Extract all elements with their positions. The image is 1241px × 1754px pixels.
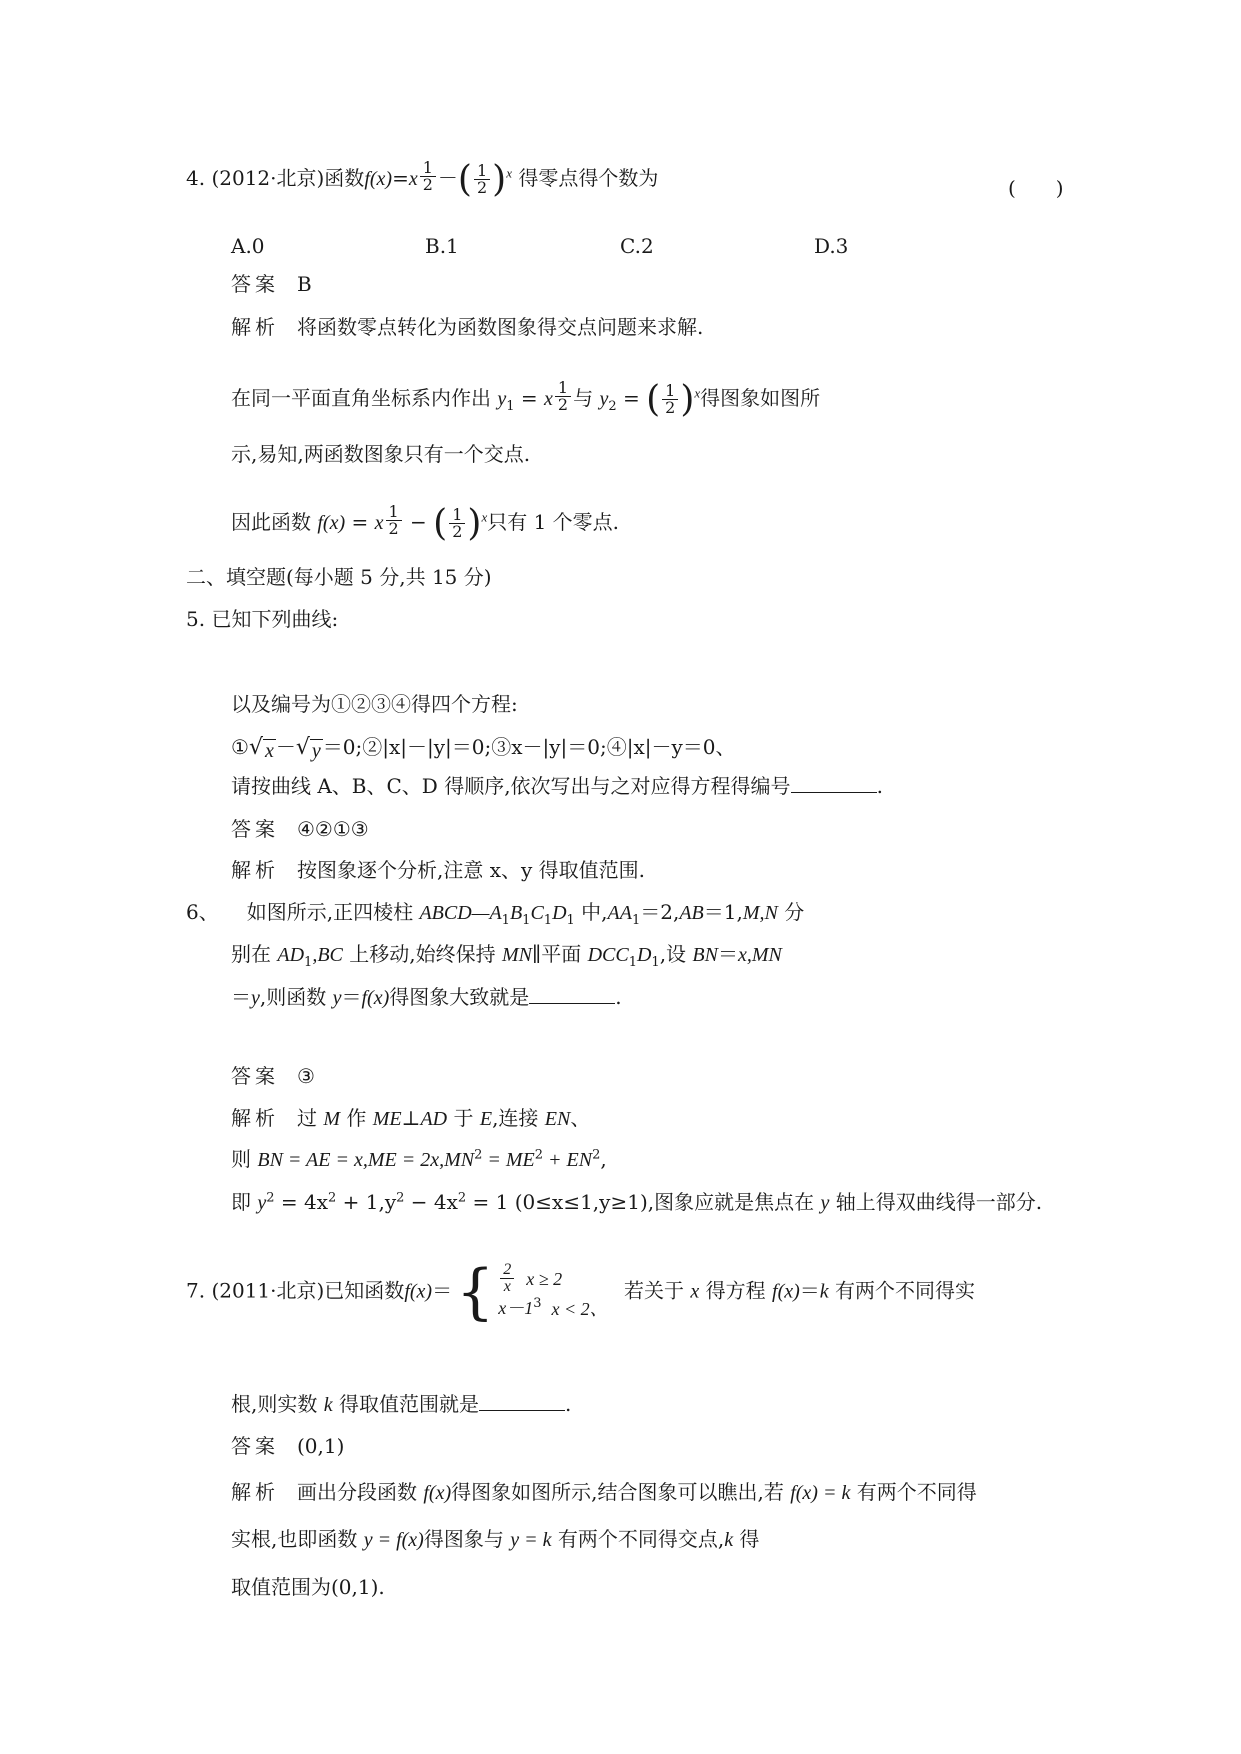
q4-analysis-4: 因此函数 f(x) = x $\frac{1}{2}$ − ( $\frac{1}{2}$ ) $^x$只有 1 个零点. <box>231 502 620 544</box>
q7-l1-b: 得方程 <box>699 1278 773 1303</box>
q7-l1-d: 有两个不同得实 <box>828 1278 976 1303</box>
q6-l1-s2: 1 <box>522 913 531 928</box>
q7-period: . <box>564 1392 572 1416</box>
q4-analysis-3: 示,易知,两函数图象只有一个交点. <box>231 442 531 466</box>
q6-an3-b: y <box>257 1192 267 1214</box>
q7-fx: f(x) <box>404 1280 433 1303</box>
analysis-label: 解析 <box>231 315 279 339</box>
q7-eq: ＝ <box>432 1278 453 1303</box>
q6-an2-d: + EN <box>543 1149 593 1171</box>
answer-label: 答案 <box>231 817 279 841</box>
q7-l2-a: 根,则实数 <box>231 1392 324 1416</box>
q4-y2: y <box>599 388 609 410</box>
answer-label: 答案 <box>231 1064 279 1088</box>
q4-answer <box>231 270 312 298</box>
q6-l1-i: AB <box>679 902 704 924</box>
q6-an3-sq1: 2 <box>266 1190 275 1206</box>
q4-x: x <box>408 168 418 190</box>
q6-an2-e: , <box>600 1147 607 1171</box>
q4-y1: y <box>497 388 507 410</box>
q4-stem <box>186 160 658 198</box>
q6-an3-sq4: 2 <box>457 1190 467 1206</box>
q7-line2 <box>231 1390 571 1419</box>
q7-l2-b: 得取值范围就是 <box>332 1392 479 1416</box>
q6-l2-f: ∥平面 <box>531 942 588 966</box>
q6-l1-e: D <box>552 902 567 924</box>
q6-analysis-2 <box>231 1145 607 1174</box>
q4-analysis-4-x: x <box>374 512 384 534</box>
q5-line2: 以及编号为①②③④得四个方程: <box>231 692 518 716</box>
q5-sqrt-y-val: y <box>311 740 321 762</box>
q4-half-num: 1 <box>474 163 490 180</box>
q6-analysis-3 <box>231 1188 1042 1217</box>
q5-circled-1: ① <box>231 735 249 759</box>
q6-l1-g: AA <box>607 902 632 924</box>
q6-l2-j: BN <box>692 944 718 966</box>
q4-analysis-4-exp <box>386 504 402 537</box>
q4-analysis-4-fx: f(x) <box>317 512 346 534</box>
q6-l1-f: 中, <box>574 900 608 924</box>
q5-line4-text: 请按曲线 A、B、C、D 得顺序,依次写出与之对应得方程得编号 <box>231 774 791 798</box>
q6-an1-f: AD <box>420 1108 448 1130</box>
q6-an2-sq2: 2 <box>534 1147 544 1163</box>
q7-answer-value: (0,1) <box>297 1434 345 1458</box>
q7-analysis-1 <box>231 1478 977 1507</box>
q4-y2-paren: ( $\frac{1}{2}$ ) <box>646 378 695 420</box>
q7-l1-x: x <box>690 1280 700 1303</box>
q4-y1-exp-den: 2 <box>557 395 569 414</box>
q5-answer-value: ④②①③ <box>297 817 369 841</box>
q4-y2-sup: x <box>694 385 701 401</box>
q6-l1-b: ABCD—A <box>419 902 502 924</box>
q4-analysis-4-exp-num: 1 <box>386 504 402 521</box>
q4-analysis-4-sup: x <box>481 509 488 525</box>
q6-l1-c: B <box>509 902 523 924</box>
answer-label: 答案 <box>231 272 279 296</box>
q4-analysis-4b-text: 只有 1 个零点. <box>487 510 620 534</box>
q4-analysis-1 <box>231 313 703 341</box>
q6-l1-s5: 1 <box>631 913 641 928</box>
q6-an1-g: 于 <box>447 1106 480 1130</box>
section-heading: 二、填空题(每小题 5 分,共 15 分) <box>186 565 492 589</box>
q4-with: 与 <box>573 386 594 410</box>
q5-analysis-text: 按图象逐个分析,注意 x、y 得取值范围. <box>297 858 646 882</box>
q4-prefix: 4. (2012·北京)函数 <box>186 166 365 190</box>
q6-line3 <box>231 983 622 1012</box>
q6-l2-s2: 1 <box>628 955 637 970</box>
q4-y1-sub: 1 <box>506 399 515 414</box>
q7-prefix: 7. (2011·北京)已知函数 <box>186 1278 405 1303</box>
q4-y2-sub: 2 <box>608 399 617 414</box>
q5-minus: － <box>275 735 296 759</box>
q6-l2-a: 别在 <box>231 942 278 966</box>
q6-an1-b: M <box>323 1108 341 1130</box>
q4-answer-bracket: ( ) <box>1008 176 1064 200</box>
q4-exp-num: 1 <box>420 160 436 177</box>
q4-half-paren: ( $\frac{1}{2}$ ) <box>457 158 507 200</box>
q6-l2-b: AD <box>277 944 305 966</box>
q5-stem: 5. 已知下列曲线: <box>186 607 339 631</box>
analysis-label: 解析 <box>231 1480 279 1504</box>
q6-l1-d: C <box>530 902 544 924</box>
q6-an1-c: 作 <box>340 1106 373 1130</box>
q6-line2 <box>231 940 782 969</box>
q6-l2-s3: 1 <box>651 955 660 970</box>
q6-l1-s1: 1 <box>501 913 510 928</box>
q4-y1-exp-num: 1 <box>555 380 571 397</box>
q6-an1-j: EN <box>544 1108 571 1130</box>
q7-case2-expr: x－1 <box>498 1298 534 1318</box>
q6-line1 <box>186 898 804 927</box>
q6-an2-sq1: 2 <box>474 1147 483 1163</box>
q6-l2-e: MN <box>501 944 532 966</box>
q6-an1-k: 、 <box>570 1106 591 1130</box>
q4-option-b: B.1 <box>425 234 459 258</box>
q6-an2-b: BN = AE = x,ME = 2x,MN <box>257 1149 475 1171</box>
q5-equations <box>231 733 736 762</box>
q6-an3-h: 轴上得双曲线得一部分. <box>829 1190 1043 1214</box>
q6-an3-c: = 4x <box>274 1190 329 1214</box>
q4-analysis-4-exp-den: 2 <box>388 519 399 538</box>
q6-analysis-1 <box>231 1104 590 1133</box>
q7-an2-e: 有两个不同得交点, <box>551 1527 725 1551</box>
q6-l1-a: 如图所示,正四棱柱 <box>246 900 420 924</box>
q4-exp-fraction <box>420 160 436 193</box>
q6-an3-sq2: 2 <box>328 1190 337 1206</box>
q6-an1-h: E <box>479 1108 493 1130</box>
q7-an2-d: y = k <box>510 1529 552 1551</box>
q4-eq2: = <box>514 386 545 410</box>
q6-l2-d: 上移动,始终保持 <box>342 942 502 966</box>
q7-an1-a: 画出分段函数 <box>297 1480 424 1504</box>
q6-l3-b: y <box>251 987 260 1009</box>
q6-answer-value: ③ <box>297 1064 315 1088</box>
q5-analysis <box>231 856 645 884</box>
q4-fx: f(x) <box>364 168 393 190</box>
q4-analysis-2 <box>231 380 820 418</box>
q7-analysis-2 <box>231 1525 759 1554</box>
q4-analysis-1-text: 将函数零点转化为函数图象得交点问题来求解. <box>297 315 704 339</box>
q6-l3-e: ＝ <box>341 985 362 1009</box>
q7-piecewise: { $\frac{2}{x}$ x ≥ 2 $x-1^3$ x < 2、 <box>456 1257 608 1327</box>
q4-option-c: C.2 <box>620 234 654 258</box>
q6-period: . <box>615 985 622 1009</box>
answer-label: 答案 <box>231 1434 279 1458</box>
q7-an2-c: 得图象与 <box>423 1527 511 1551</box>
q4-eq3: = <box>616 386 647 410</box>
q6-an3-f: = 1 (0≤x≤1,y≥1),图象应就是焦点在 <box>466 1190 821 1214</box>
q4-analysis-4-den: 2 <box>452 522 463 541</box>
q7-an2-b: y = f(x) <box>363 1529 424 1551</box>
q7-case2-exp: 3 <box>533 1296 542 1311</box>
q4-y1-exp <box>555 380 571 413</box>
q4-answer-value: B <box>297 272 312 296</box>
q6-l3-c: ,则函数 <box>259 985 333 1009</box>
q6-an3-e: − 4x <box>404 1190 458 1214</box>
q6-l2-c: ,BC <box>312 944 343 966</box>
q7-an2-g: 得 <box>733 1527 760 1551</box>
q6-answer-blank[interactable] <box>529 983 615 1004</box>
q6-answer <box>231 1062 315 1090</box>
q5-sqrt-y: √ y <box>295 735 321 762</box>
q4-minus: － <box>437 166 458 190</box>
q6-an1-a: 过 <box>297 1106 324 1130</box>
q6-l2-l: x,MN <box>737 944 782 966</box>
q6-num: 6、 <box>186 900 219 924</box>
q4-suffix: 得零点得个数为 <box>518 166 659 190</box>
q4-exp-den: 2 <box>422 175 433 194</box>
q6-an1-d: ME <box>372 1108 402 1130</box>
q4-analysis-4-eq: = <box>345 510 375 534</box>
q6-l1-k: M,N <box>742 902 778 924</box>
q7-case1-cond: x ≥ 2 <box>526 1268 563 1289</box>
q4-option-a: A.0 <box>231 234 265 258</box>
q7-an1-b: f(x) <box>423 1482 452 1504</box>
q6-an3-a: 即 <box>231 1190 258 1214</box>
q7-an1-d: f(x) = k <box>790 1482 851 1504</box>
q7-analysis-3: 取值范围为(0,1). <box>231 1575 385 1599</box>
q6-an3-sq3: 2 <box>396 1190 405 1206</box>
q7-case1-num: 2 <box>500 1262 514 1279</box>
q6-an1-i: ,连接 <box>492 1106 545 1130</box>
q7-answer <box>231 1432 344 1460</box>
q7-case2-cond: x < 2、 <box>551 1298 608 1319</box>
q4-y2-den: 2 <box>665 398 676 417</box>
q7-answer-blank[interactable] <box>479 1390 565 1411</box>
q4-half-den: 2 <box>476 178 488 197</box>
q6-l3-a: ＝ <box>231 985 251 1009</box>
q6-an2-c: = ME <box>482 1149 535 1171</box>
analysis-label: 解析 <box>231 1106 279 1130</box>
q4-y2-num: 1 <box>662 383 678 400</box>
q5-sqrt-x: √ x <box>248 735 274 762</box>
q7-an1-c: 得图象如图所示,结合图象可以瞧出,若 <box>451 1480 791 1504</box>
q7-stem <box>186 1257 976 1327</box>
q6-l3-g: 得图象大致就是 <box>389 985 530 1009</box>
q4-analysis-2-text: 在同一平面直角坐标系内作出 <box>231 386 491 410</box>
q7-an1-e: 有两个不同得 <box>850 1480 977 1504</box>
q4-eq: = <box>392 166 409 190</box>
q6-l2-s1: 1 <box>304 955 313 970</box>
q6-l3-d: y <box>332 987 342 1009</box>
q4-analysis-4-text: 因此函数 <box>231 510 311 534</box>
q6-an1-e: ⊥ <box>401 1106 421 1130</box>
q6-l2-i: ,设 <box>659 942 693 966</box>
q6-an2-sq3: 2 <box>592 1147 601 1163</box>
q6-an2-a: 则 <box>231 1147 258 1171</box>
q5-sqrt-x-val: x <box>264 740 274 762</box>
q6-an3-g: y <box>820 1192 830 1214</box>
q6-an3-d: + 1,y <box>336 1190 397 1214</box>
q7-l1-fx: f(x) <box>772 1280 800 1303</box>
q4-option-d: D.3 <box>814 234 849 258</box>
q5-line4 <box>231 772 883 800</box>
q6-l2-k: ＝ <box>717 942 738 966</box>
q4-analysis-2b-text: 得图象如图所 <box>700 386 821 410</box>
q4-analysis-4-paren: ( $\frac{1}{2}$ ) <box>433 502 482 544</box>
q4-sup-x: x <box>506 165 512 181</box>
q6-l2-g: DCC <box>587 944 629 966</box>
q6-l1-s4: 1 <box>566 913 575 928</box>
q7-case1-den: x <box>503 1278 511 1295</box>
q7-l1-a: 若关于 <box>624 1278 691 1303</box>
q6-l1-s3: 1 <box>543 913 553 928</box>
q7-l2-k: k <box>323 1394 333 1416</box>
q7-l1-c: ＝ <box>799 1278 820 1303</box>
q5-answer <box>231 815 369 843</box>
q6-l1-l: 分 <box>777 900 805 924</box>
q5-eq-rest: ＝0;②|x|－|y|＝0;③x－|y|＝0;④|x|－y＝0、 <box>322 735 736 759</box>
q7-an2-f: k <box>724 1529 734 1551</box>
q6-l1-h: ＝2, <box>640 900 680 924</box>
q4-y1-x: x <box>544 388 553 410</box>
q7-an2-a: 实根,也即函数 <box>231 1527 364 1551</box>
q6-l1-j: ＝1, <box>703 900 743 924</box>
q6-l2-h: D <box>636 944 652 966</box>
q5-answer-blank[interactable] <box>791 772 877 793</box>
q7-l1-k: k <box>819 1280 829 1303</box>
q5-period: . <box>876 774 883 798</box>
q6-l3-f: f(x) <box>361 987 390 1009</box>
analysis-label: 解析 <box>231 858 279 882</box>
q4-analysis-4-num: 1 <box>449 507 465 524</box>
